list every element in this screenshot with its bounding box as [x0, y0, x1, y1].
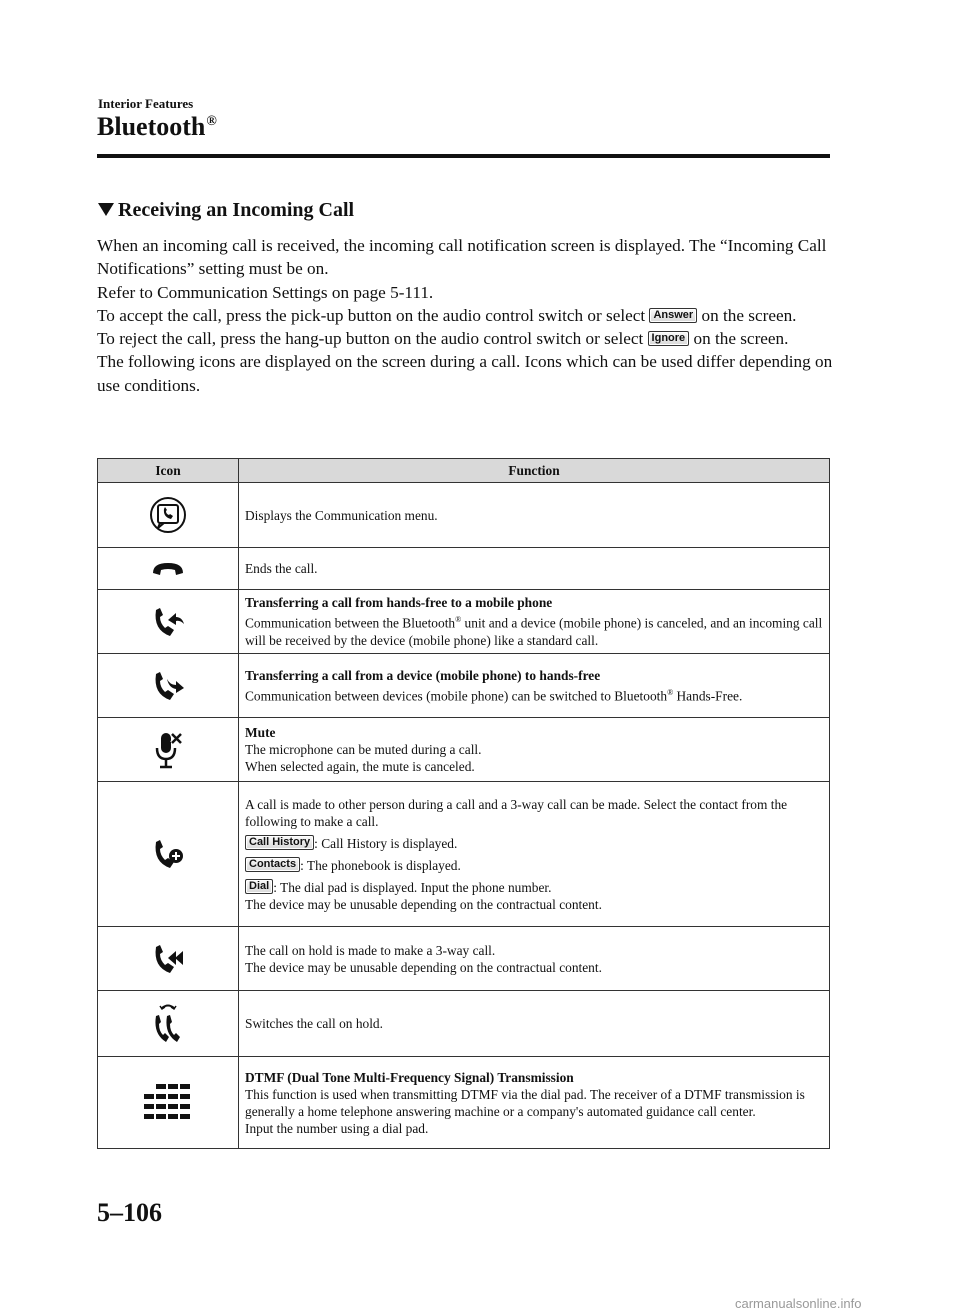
page-number: 5–106 [97, 1198, 162, 1227]
text: unit and a device (mobile phone) is canceled, and an incoming call will be received by the device (mobile phone) like a standard call. [245, 615, 823, 648]
function-text: The device may be unusable depending on the contractual content. [245, 896, 602, 912]
add-call-icon[interactable] [148, 834, 188, 874]
icon-cell [98, 927, 239, 991]
icon-cell [98, 1057, 239, 1149]
paragraph: Refer to Communication Settings on page 5-111. [97, 282, 434, 302]
icon-cell [98, 590, 239, 654]
body-text [97, 234, 837, 397]
section-heading-text: Receiving an Incoming Call [118, 199, 355, 221]
mute-icon[interactable] [150, 728, 186, 772]
merge-call-icon[interactable] [148, 939, 188, 979]
icon-cell [98, 991, 239, 1057]
table-row [98, 1057, 830, 1149]
icon-cell [98, 483, 239, 548]
paragraph: When an incoming call is received, the incoming call notification screen is displayed. The “Incoming Call Notifications” setting must be on. [97, 236, 827, 279]
function-text: Displays the Communication menu. [245, 507, 438, 523]
section-label: Interior Features [98, 96, 194, 111]
function-text: The microphone can be muted during a call. [245, 742, 482, 757]
option-line [245, 879, 823, 896]
function-cell [239, 590, 830, 654]
text: on the screen. [697, 305, 797, 325]
contacts-button[interactable]: Contacts [245, 857, 300, 872]
registered-mark: ® [206, 114, 217, 129]
function-cell [239, 548, 830, 590]
table-row [98, 548, 830, 590]
icon-function-table [97, 458, 830, 1149]
table-header-row [98, 459, 830, 483]
header-rule [97, 154, 830, 158]
text: : Call History is displayed. [314, 835, 458, 851]
function-text: The device may be unusable depending on the contractual content. [245, 959, 602, 975]
paragraph [97, 304, 837, 327]
call-history-button[interactable]: Call History [245, 835, 314, 850]
function-text [245, 684, 823, 704]
icon-cell [98, 782, 239, 927]
function-cell [239, 991, 830, 1057]
table-row [98, 654, 830, 718]
paragraph [97, 327, 837, 350]
function-text: This function is used when transmitting DTMF via the dial pad. The receiver of a DTMF transmission is generally a home telephone answering machine or a company's automated guidance call center. [245, 1086, 805, 1119]
dial-button[interactable]: Dial [245, 879, 273, 894]
registered-mark: ® [455, 615, 462, 625]
triangle-marker-icon [98, 203, 114, 216]
option-line [245, 857, 823, 874]
function-cell [239, 927, 830, 991]
table-row [98, 718, 830, 782]
icon-column-header: Icon [98, 459, 239, 483]
table-row [98, 991, 830, 1057]
function-text: When selected again, the mute is canceled. [245, 759, 475, 774]
option-line [245, 835, 823, 852]
page-title [97, 112, 217, 142]
dial-pad-icon[interactable] [142, 1082, 194, 1124]
function-text: The call on hold is made to make a 3-way call. [245, 942, 496, 958]
mobile-to-handsfree-icon[interactable] [148, 666, 188, 706]
watermark: carmanualsonline.info [735, 1296, 862, 1311]
table-row [98, 782, 830, 927]
table-row [98, 590, 830, 654]
text: To reject the call, press the hang-up button on the audio control switch or select [97, 329, 648, 349]
function-title: Transferring a call from hands-free to a mobile phone [245, 595, 553, 611]
text: : The dial pad is displayed. Input the phone number. [273, 879, 552, 895]
text: Hands-Free. [673, 688, 743, 704]
icon-cell [98, 548, 239, 590]
function-cell [239, 654, 830, 718]
function-cell [239, 782, 830, 927]
function-text: Ends the call. [245, 561, 318, 576]
end-call-icon[interactable] [150, 559, 186, 579]
paragraph: The following icons are displayed on the screen during a call. Icons which can be used differ depending on use conditions. [97, 352, 833, 395]
function-text: Switches the call on hold. [245, 1016, 383, 1031]
switch-call-icon[interactable] [148, 1002, 188, 1046]
function-text: Input the number using a dial pad. [245, 1120, 429, 1136]
communication-menu-icon[interactable] [148, 495, 188, 535]
text: To accept the call, press the pick-up button on the audio control switch or select [97, 305, 650, 325]
section-heading [98, 199, 354, 222]
text: Communication between devices (mobile phone) can be switched to Bluetooth [245, 688, 668, 704]
function-cell [239, 718, 830, 782]
answer-button[interactable]: Answer [649, 308, 697, 323]
text: on the screen. [689, 329, 789, 349]
function-title: DTMF (Dual Tone Multi-Frequency Signal) Transmission [245, 1069, 574, 1085]
text: Communication between the Bluetooth [245, 615, 456, 631]
function-title: Transferring a call from a device (mobile phone) to hands-free [245, 667, 601, 683]
function-text [245, 611, 823, 648]
function-title: Mute [245, 725, 276, 740]
function-text: A call is made to other person during a call and a 3-way call can be made. Select the contact from the following to make a call. [245, 796, 788, 829]
page-title-text: Bluetooth [97, 112, 206, 141]
icon-cell [98, 718, 239, 782]
function-cell [239, 1057, 830, 1149]
text: : The phonebook is displayed. [300, 857, 461, 873]
table-row [98, 483, 830, 548]
handsfree-to-mobile-icon[interactable] [148, 602, 188, 642]
function-cell [239, 483, 830, 548]
ignore-button[interactable]: Ignore [648, 331, 690, 346]
table-row [98, 927, 830, 991]
function-column-header: Function [239, 459, 830, 483]
registered-mark: ® [667, 687, 674, 697]
icon-cell [98, 654, 239, 718]
